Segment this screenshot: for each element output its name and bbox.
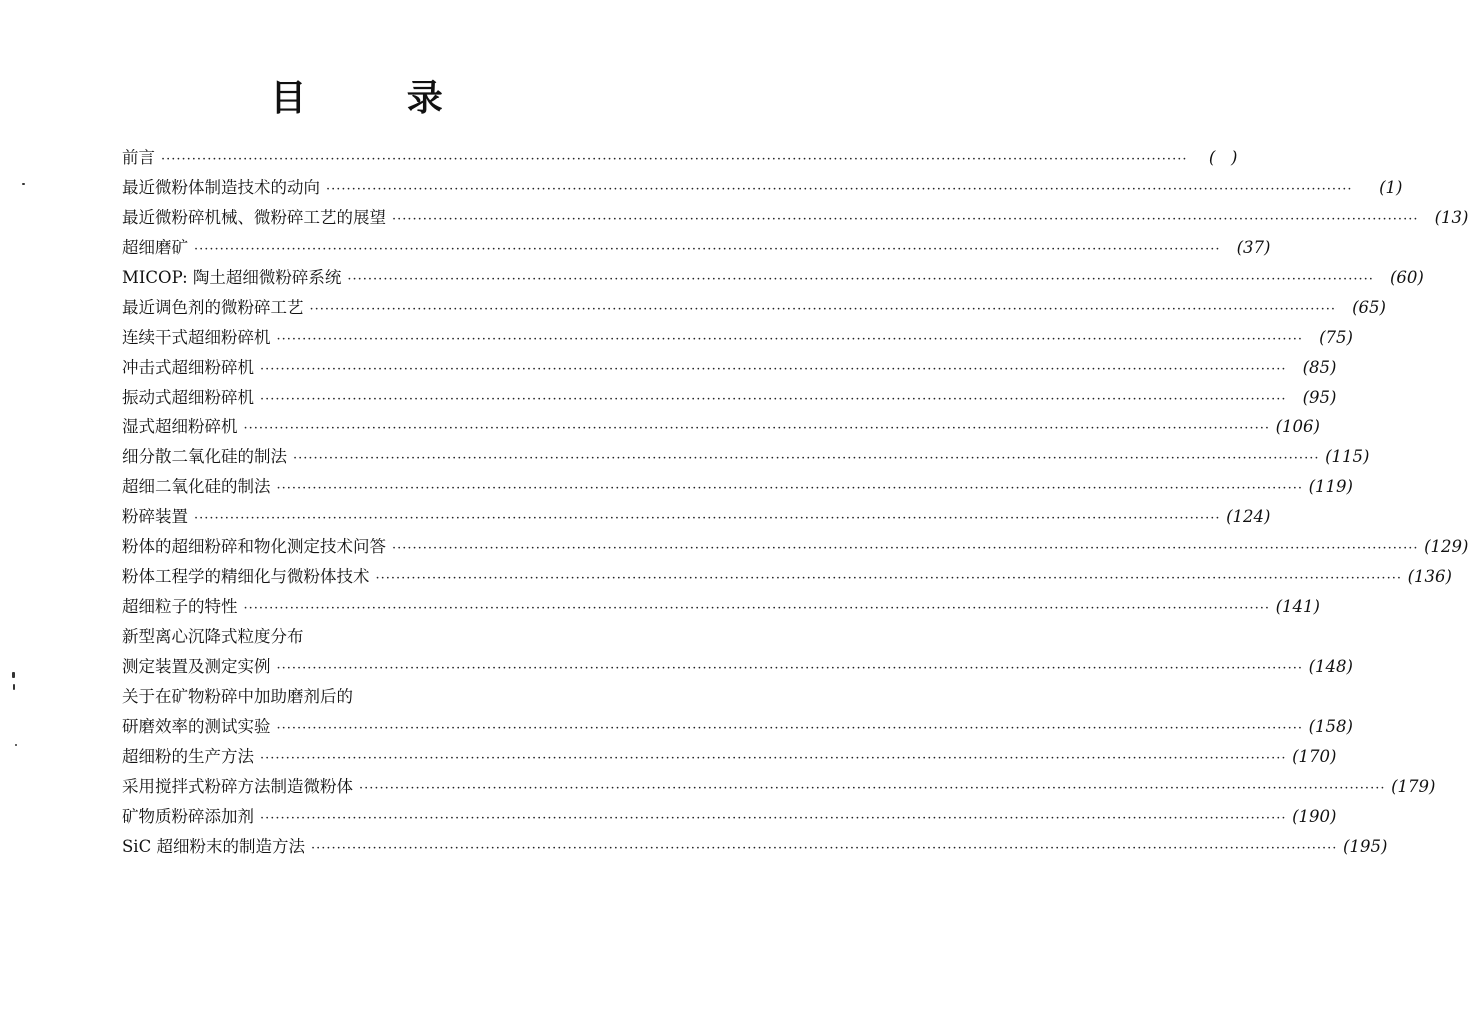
toc-entry <box>122 353 1337 383</box>
toc-entry-title: 新型离心沉降式粒度分布 <box>122 627 304 646</box>
toc-entry-title: SiC 超细粉末的制造方法 <box>122 836 305 856</box>
toc-entry-page: (195) <box>1343 836 1388 856</box>
toc-entry <box>122 592 1320 622</box>
toc-entry-title: 超细二氧化硅的制法 <box>122 477 271 497</box>
dot-leader: ········································································································································································································ <box>276 481 1303 497</box>
toc-entry-page: (141) <box>1275 597 1320 617</box>
dot-leader: ········································································································································································································ <box>243 601 1270 617</box>
toc-entry-page: (60) <box>1389 267 1424 287</box>
toc-entry <box>122 742 1337 772</box>
toc-entry <box>122 143 1238 173</box>
dot-leader: ········································································································································································································ <box>276 720 1303 736</box>
toc-entry-title: 采用搅拌式粉碎方法制造微粉体 <box>122 776 353 796</box>
toc-entry <box>122 442 1370 472</box>
dot-leader: ········································································································································································································ <box>309 301 1336 317</box>
toc-entry-title: 关于在矿物粉碎中加助磨剂后的 <box>122 686 353 706</box>
toc-entry <box>122 472 1353 502</box>
toc-entry-page: (124) <box>1226 507 1271 527</box>
toc-entry-title: 冲击式超细粉碎机 <box>122 357 254 377</box>
toc-entry-title: 振动式超细粉碎机 <box>122 387 254 407</box>
toc-entry-title: 超细粉的生产方法 <box>122 746 254 766</box>
toc-entry-title: 粉体的超细粉碎和物化测定技术问答 <box>122 537 386 557</box>
dot-leader: ········································································································································································································ <box>194 511 1221 527</box>
page-title: 目 录 <box>270 78 487 119</box>
dot-leader: ········································································································································································································ <box>260 750 1287 766</box>
toc-entry <box>122 802 1337 832</box>
toc-entry-page: (190) <box>1292 806 1337 826</box>
scan-speck <box>15 744 17 746</box>
toc-entry-page: (158) <box>1308 716 1353 736</box>
dot-leader: ········································································································································································································ <box>161 152 1188 167</box>
dot-leader: ········································································································································································································ <box>243 421 1270 437</box>
toc-entry-page: (85) <box>1302 357 1337 377</box>
toc-entry <box>122 532 1468 562</box>
toc-entry <box>122 263 1424 293</box>
toc-entry-page: (170) <box>1292 746 1337 766</box>
dot-leader: ········································································································································································································ <box>260 810 1287 826</box>
toc-entry-page: (1) <box>1379 177 1403 197</box>
toc-entry <box>122 293 1386 323</box>
toc-entry-page: (129) <box>1424 537 1468 557</box>
toc-entry-title: 连续干式超细粉碎机 <box>122 327 271 347</box>
toc-entry-title: 前言 <box>122 148 155 167</box>
scan-speck <box>13 684 15 690</box>
toc-entry-title: 超细磨矿 <box>122 237 188 257</box>
toc-entry-title: 最近调色剂的微粉碎工艺 <box>122 297 304 317</box>
toc-entry-page: (136) <box>1407 567 1452 587</box>
toc-entry-page: (13) <box>1434 207 1468 227</box>
toc-entry-title: 粉体工程学的精细化与微粉体技术 <box>122 567 370 587</box>
dot-leader: ········································································································································································································ <box>310 840 1338 856</box>
dot-leader: ········································································································································································································ <box>260 391 1287 407</box>
toc-entry <box>122 383 1337 413</box>
toc-entry-page: (115) <box>1325 447 1370 467</box>
dot-leader: ········································································································································································································ <box>293 451 1320 467</box>
toc-entry <box>122 173 1403 203</box>
toc-entry <box>122 622 614 652</box>
toc-entry-title: 最近微粉碎机械、微粉碎工艺的展望 <box>122 207 386 227</box>
toc-entry <box>122 652 1353 682</box>
toc-entry-page: (106) <box>1275 417 1320 437</box>
toc-entry-title: 测定装置及测定实例 <box>122 656 271 676</box>
toc-entry-title: 粉碎装置 <box>122 507 188 527</box>
toc-entry-page: (119) <box>1308 477 1353 497</box>
toc-entry-page: ( ) <box>1208 148 1238 167</box>
dot-leader: ········································································································································································································ <box>375 571 1402 587</box>
toc-entry-title: 研磨效率的测试实验 <box>122 716 271 736</box>
dot-leader: ········································································································································································································ <box>260 361 1287 377</box>
toc-entry-title: 矿物质粉碎添加剂 <box>122 806 254 826</box>
toc-entry <box>122 562 1452 592</box>
dot-leader: ········································································································································································································ <box>392 541 1419 557</box>
dot-leader: ········································································································································································································ <box>276 331 1303 347</box>
toc-entry <box>122 323 1353 353</box>
toc-entry <box>122 412 1320 442</box>
toc-entry <box>122 832 1388 862</box>
dot-leader: ········································································································································································································ <box>347 271 1374 287</box>
dot-leader: ········································································································································································································ <box>326 181 1353 197</box>
dot-leader: ········································································································································································································ <box>276 660 1303 676</box>
toc-entry-page: (95) <box>1302 387 1337 407</box>
toc-entry-page: (65) <box>1352 297 1386 317</box>
toc-entry-page: (148) <box>1308 656 1353 676</box>
toc-entry-title: MICOP: 陶土超细微粉碎系统 <box>122 267 342 287</box>
table-of-contents <box>122 143 1468 862</box>
toc-entry-page: (179) <box>1391 776 1436 796</box>
dot-leader: ········································································································································································································ <box>194 241 1221 257</box>
toc-entry-title: 超细粒子的特性 <box>122 597 238 617</box>
toc-entry-title: 最近微粉体制造技术的动向 <box>122 177 320 197</box>
toc-entry-title: 细分散二氧化硅的制法 <box>122 447 287 467</box>
toc-entry-title: 湿式超细粉碎机 <box>122 417 238 437</box>
dot-leader: ········································································································································································································ <box>359 780 1386 796</box>
toc-entry <box>122 203 1468 233</box>
scan-speck <box>12 672 15 678</box>
toc-entry <box>122 502 1271 532</box>
toc-entry <box>122 233 1271 263</box>
toc-entry <box>122 682 614 712</box>
scan-speck <box>22 183 25 185</box>
toc-entry-page: (75) <box>1319 327 1353 347</box>
toc-entry <box>122 772 1436 802</box>
toc-entry <box>122 712 1353 742</box>
dot-leader: ········································································································································································································ <box>392 211 1419 227</box>
toc-entry-page: (37) <box>1236 237 1271 257</box>
